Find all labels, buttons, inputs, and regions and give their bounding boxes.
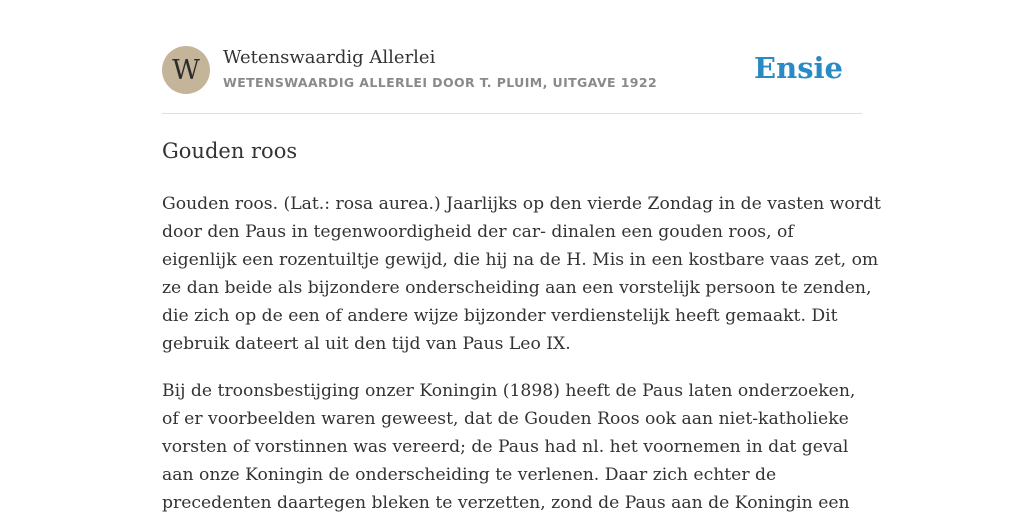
paragraph-line: Gouden roos. (Lat.: rosa aurea.) Jaarlijks op den vierde Zondag in de vasten wordt (162, 194, 881, 214)
article-title: Gouden roos (162, 139, 298, 163)
header-divider (162, 113, 862, 114)
paragraph-line: ze dan beide als bijzondere onderscheiding aan een vorstelijk persoon te zenden, (162, 278, 872, 298)
paragraph-line: door den Paus in tegenwoordigheid der car- dinalen een gouden roos, of (162, 222, 794, 242)
article-paragraph (162, 190, 881, 358)
paragraph-line: Bij de troonsbestijging onzer Koningin (1898) heeft de Paus laten onderzoeken, (162, 381, 856, 401)
avatar[interactable]: W (162, 46, 210, 94)
article-body (162, 190, 881, 512)
ensie-logo[interactable]: Ensie (754, 51, 843, 85)
source-title[interactable]: Wetenswaardig Allerlei (223, 47, 436, 68)
paragraph-line: eigenlijk een rozentuiltje gewijd, die hij na de H. Mis in een kostbare vaas zet, om (162, 250, 879, 270)
paragraph-line: aan onze Koningin de onderscheiding te verlenen. Daar zich echter de (162, 465, 777, 485)
article-paragraph (162, 377, 862, 512)
paragraph-line: vorsten of vorstinnen was vereerd; de Paus had nl. het voornemen in dat geval (162, 437, 849, 457)
source-subtitle: WETENSWAARDIG ALLERLEI DOOR T. PLUIM, UITGAVE 1922 (223, 75, 658, 90)
source-header (162, 46, 862, 96)
paragraph-line: die zich op de een of andere wijze bijzonder verdienstelijk heeft gemaakt. Dit (162, 306, 838, 326)
paragraph-line: gebruik dateert al uit den tijd van Paus Leo IX. (162, 334, 571, 354)
paragraph-line: precedenten daartegen bleken te verzetten, zond de Paus aan de Koningin een (162, 493, 850, 512)
paragraph-line: of er voorbeelden waren geweest, dat de Gouden Roos ook aan niet-katholieke (162, 409, 849, 429)
